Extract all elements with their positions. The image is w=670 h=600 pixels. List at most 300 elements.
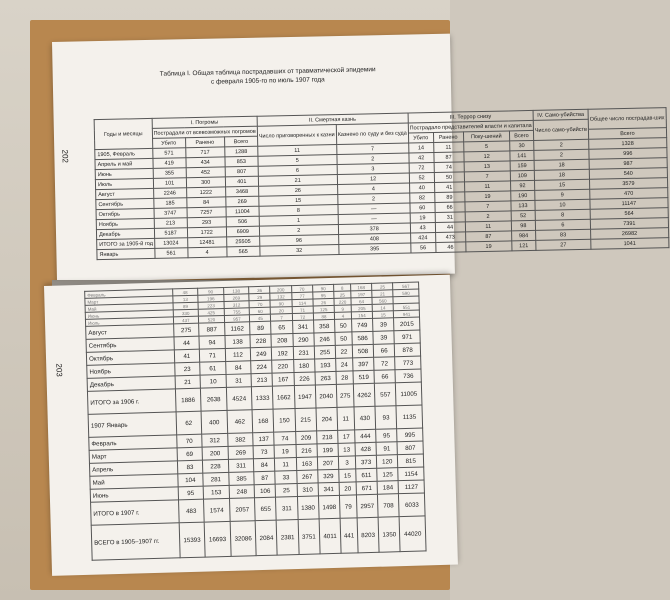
table-cell: 20 xyxy=(339,482,356,495)
table-cell: 6033 xyxy=(399,493,425,517)
table-cell: 11 xyxy=(465,221,512,232)
sub-header: Пострадали от всевозможных погромов xyxy=(152,126,257,138)
table-cell: 755 xyxy=(224,308,250,316)
table-cell: 3 xyxy=(337,163,409,175)
table-cell: 878 xyxy=(395,343,421,357)
table-cell: 267 xyxy=(296,470,318,484)
table-cell: 853 xyxy=(225,156,258,167)
table-cell: 519 xyxy=(353,370,375,384)
table-cell: 13 xyxy=(464,161,511,172)
table-cell: 4262 xyxy=(353,383,375,407)
table-cell: 971 xyxy=(394,330,420,344)
table-cell: 8 xyxy=(334,284,351,291)
table-cell: 655 xyxy=(255,497,277,521)
caption-line: Таблица I. Общая таблица пострадавших от травматической эпидемии xyxy=(159,66,376,78)
table-cell: 7257 xyxy=(187,207,226,218)
table-cell: 8203 xyxy=(357,517,379,553)
table-cell: 29 xyxy=(249,293,270,301)
table-cell: 9 xyxy=(535,189,590,200)
table-cell: 11 xyxy=(464,181,511,192)
summary-table-bottom xyxy=(84,282,426,561)
table-cell: 11 xyxy=(433,142,463,153)
table-cell: 807 xyxy=(225,166,258,177)
table-cell: 25 xyxy=(372,283,393,291)
table-cell: 50 xyxy=(335,332,352,345)
table-cell: 520 xyxy=(199,315,225,323)
table-cell: 984 xyxy=(511,230,535,241)
table-body xyxy=(85,282,426,560)
table-cell: 25 xyxy=(276,484,298,498)
table-cell: 52 xyxy=(511,210,535,221)
table-cell: 1041 xyxy=(591,238,669,250)
table-cell: 141 xyxy=(510,150,534,161)
group-header: II. Смертная казнь xyxy=(257,113,408,126)
table-cell: 341 xyxy=(292,320,314,334)
row-label: ИТОГО за 1906 г. xyxy=(87,389,175,414)
table-cell: 190 xyxy=(511,190,535,201)
table-body xyxy=(95,138,669,260)
table-cell: 773 xyxy=(395,356,421,370)
row-label: ВСЕГО в 1905–1907 гг. xyxy=(91,523,180,560)
table-cell: 15 xyxy=(372,311,393,319)
row-label: Август xyxy=(86,324,174,339)
table-cell: 248 xyxy=(229,485,255,499)
table-cell: 90 xyxy=(198,287,224,295)
table-cell: 506 xyxy=(226,216,259,227)
table-cell: 7391 xyxy=(590,218,668,230)
table-cell: 39 xyxy=(373,331,395,345)
table-cell: 2 xyxy=(534,149,589,160)
table-cell: 341 xyxy=(318,482,340,496)
table-cell: 138 xyxy=(225,335,251,349)
table-cell: 428 xyxy=(355,442,377,456)
table-cell: 91 xyxy=(376,442,398,456)
table-cell: 3468 xyxy=(225,186,258,197)
table-cell: 561 xyxy=(154,248,187,259)
table-cell: 89 xyxy=(434,192,464,203)
table-cell: 13 xyxy=(172,295,198,303)
table-cell: 708 xyxy=(378,494,400,518)
table-cell: 470 xyxy=(590,188,668,200)
table-cell: 180 xyxy=(293,359,315,373)
row-label: 1907 Январь xyxy=(88,412,176,437)
table-cell: 84 xyxy=(254,458,276,472)
table-cell: 109 xyxy=(510,170,534,181)
table-cell: 290 xyxy=(293,333,315,347)
table-cell: 1886 xyxy=(175,388,201,412)
table-cell: 1 xyxy=(259,215,338,227)
table-cell: 125 xyxy=(377,468,399,482)
table-cell: 557 xyxy=(374,383,396,407)
table-cell: 19 xyxy=(410,213,435,224)
table-cell: 66 xyxy=(374,370,396,384)
table-cell: 4524 xyxy=(226,387,252,411)
table-cell: 74 xyxy=(434,162,464,173)
table-cell: 133 xyxy=(511,200,535,211)
summary-table-top xyxy=(94,107,670,260)
col-header: Число приговоренных к казни xyxy=(257,125,336,147)
table-cell: 2057 xyxy=(229,498,255,522)
table-cell: 90 xyxy=(312,284,333,292)
table-cell: 444 xyxy=(355,429,377,443)
row-label: Апрель и май xyxy=(95,158,153,169)
table-cell: 995 xyxy=(397,428,423,442)
table-cell: 20 xyxy=(271,307,292,315)
table-cell: 1135 xyxy=(396,405,422,429)
table-cell: 120 xyxy=(376,455,398,469)
group-header: III. Террор снизу xyxy=(408,110,533,123)
table-cell: 19 xyxy=(465,241,512,252)
table-cell: 3579 xyxy=(589,178,667,190)
table-cell: 10 xyxy=(535,199,590,210)
table-cell: 671 xyxy=(356,481,378,495)
table-cell: 28 xyxy=(336,371,353,384)
table-cell: 73 xyxy=(253,445,275,459)
table-cell: 312 xyxy=(202,433,228,447)
table-cell: 611 xyxy=(356,468,378,482)
col-header: Годы и месяцы xyxy=(94,118,152,149)
table-cell: 5 xyxy=(258,155,337,167)
page-number: 203 xyxy=(54,363,64,377)
table-cell: 385 xyxy=(228,472,254,486)
table-cell: 192 xyxy=(272,347,294,361)
table-cell: 255 xyxy=(314,345,336,359)
table-cell: 44020 xyxy=(399,516,426,552)
table-cell: 200 xyxy=(270,286,291,294)
row-label: Январь xyxy=(97,248,155,259)
table-cell: 200 xyxy=(202,446,228,460)
table-cell: 204 xyxy=(316,407,338,431)
table-cell: 33 xyxy=(275,471,297,485)
table-cell: 31 xyxy=(226,374,252,388)
table-cell: 13 xyxy=(338,443,355,456)
table-cell: 2015 xyxy=(394,317,420,331)
table-cell: 228 xyxy=(250,334,272,348)
table-cell: 24 xyxy=(336,358,353,371)
table-cell: 2040 xyxy=(315,384,337,408)
table-cell: 957 xyxy=(224,315,250,323)
table-cell: 138 xyxy=(223,287,249,295)
table-cell: 311 xyxy=(276,497,298,521)
row-label: 1905, Февраль xyxy=(95,148,153,159)
table-cell: 196 xyxy=(198,294,224,302)
col-header: Поку-шений xyxy=(463,131,510,142)
table-cell: 83 xyxy=(177,460,203,474)
table-cell: 462 xyxy=(227,410,253,434)
table-cell: 378 xyxy=(338,223,410,235)
col-header: Число само-убийств xyxy=(533,119,589,140)
table-cell: 2 xyxy=(337,193,409,205)
table-cell: 104 xyxy=(177,473,203,487)
row-label: Сентябрь xyxy=(86,337,174,352)
table-cell: 72 xyxy=(409,163,434,174)
table-cell: 56 xyxy=(411,243,436,254)
table-cell: 45 xyxy=(250,314,271,322)
table-cell: 27 xyxy=(536,239,591,250)
table-cell: 395 xyxy=(338,243,410,255)
table-cell: 6 xyxy=(258,165,337,177)
table-cell: 2957 xyxy=(356,494,378,518)
table-cell: 60 xyxy=(410,203,435,214)
table-cell: 96 xyxy=(259,235,338,247)
table-cell: 163 xyxy=(296,457,318,471)
table-cell: 213 xyxy=(154,218,187,229)
table-cell: 184 xyxy=(377,481,399,495)
row-label: Ноябрь xyxy=(87,363,175,378)
table-cell: 571 xyxy=(152,148,185,159)
table-cell: 3751 xyxy=(298,519,320,555)
table-cell: 70 xyxy=(291,285,312,293)
table-cell: 213 xyxy=(251,373,273,387)
table-cell: 84 xyxy=(225,361,251,375)
table-cell: 717 xyxy=(185,147,224,158)
table-cell: 79 xyxy=(340,495,357,518)
table-cell: 82 xyxy=(409,193,434,204)
table-cell: 50 xyxy=(335,319,352,332)
row-label: Июнь xyxy=(90,487,178,502)
table-cell: 269 xyxy=(226,196,259,207)
table-cell: 11 xyxy=(337,407,354,430)
table-cell: 7 xyxy=(464,201,511,212)
row-label: Апрель xyxy=(89,461,177,476)
table-cell: 101 xyxy=(153,178,186,189)
table-cell: 87 xyxy=(434,152,464,163)
table-cell: 74 xyxy=(274,432,296,446)
table-cell: 208 xyxy=(271,334,293,348)
table-cell: 121 xyxy=(512,240,536,251)
table-cell: 1722 xyxy=(187,227,226,238)
table-cell: 42 xyxy=(409,153,434,164)
table-cell: 26982 xyxy=(591,228,669,240)
row-label: ИТОГО за 1905-й год xyxy=(97,238,155,249)
table-cell: 1288 xyxy=(225,146,258,157)
table-cell: 137 xyxy=(253,432,275,446)
table-cell: 18 xyxy=(534,169,589,180)
table-cell: 586 xyxy=(352,331,374,345)
table-cell: 154 xyxy=(351,311,372,319)
table-cell: 590 xyxy=(393,289,419,297)
table-cell: 2 xyxy=(465,211,512,222)
table-cell: 23 xyxy=(174,362,200,376)
col-header: Ранено xyxy=(185,137,224,148)
table-cell: 14 xyxy=(372,304,393,312)
table-cell: 31 xyxy=(435,212,465,223)
table-cell: 95 xyxy=(313,291,334,299)
table-cell: 209 xyxy=(295,431,317,445)
table-cell: 275 xyxy=(336,384,353,407)
table-cell: 540 xyxy=(589,168,667,180)
table-cell: 185 xyxy=(153,198,186,209)
table-cell: 807 xyxy=(397,441,423,455)
table-cell: 32 xyxy=(260,245,339,257)
table-cell: 89 xyxy=(173,302,199,310)
table-cell: 567 xyxy=(393,282,419,290)
table-cell: — xyxy=(338,213,410,225)
table-cell: 41 xyxy=(434,182,464,193)
table-cell: 8 xyxy=(259,205,338,217)
table-cell: 11005 xyxy=(396,382,422,406)
table-cell: 231 xyxy=(293,346,315,360)
group-header: I. Погромы xyxy=(152,116,257,128)
table-cell: 14 xyxy=(408,143,433,154)
table-cell: 2381 xyxy=(277,520,299,556)
table-cell: 220 xyxy=(272,360,294,374)
col-header: Всего xyxy=(588,128,666,140)
table-cell: 6 xyxy=(535,219,590,230)
table-cell: 7 xyxy=(271,314,292,322)
table-cell: 249 xyxy=(251,347,273,361)
table-cell: 52 xyxy=(409,173,434,184)
table-cell: 62 xyxy=(176,411,202,435)
table-cell: 193 xyxy=(315,358,337,372)
table-cell: 397 xyxy=(353,357,375,371)
table-cell: 1498 xyxy=(318,495,340,519)
table-cell: 218 xyxy=(317,430,339,444)
table-cell: 419 xyxy=(153,158,186,169)
table-cell: 93 xyxy=(375,406,397,430)
table-cell: 1328 xyxy=(589,138,667,150)
row-label: Октябрь xyxy=(86,350,174,365)
table-cell: 330 xyxy=(173,309,199,317)
row-label: Декабрь xyxy=(96,228,154,239)
sub-header: Пострадало представителей власти и капитала xyxy=(408,120,533,133)
table-cell: 18 xyxy=(534,159,589,170)
table-cell: 355 xyxy=(153,168,186,179)
table-cell: 71 xyxy=(292,306,313,314)
table-cell: 199 xyxy=(317,443,339,457)
row-label: Ноябрь xyxy=(96,218,154,229)
table-cell: 89 xyxy=(250,321,272,335)
table-cell: 25 xyxy=(334,291,351,298)
table-cell: 95 xyxy=(178,486,204,500)
table-cell: 246 xyxy=(314,332,336,346)
table-cell: 551 xyxy=(393,303,419,311)
table-cell: 2 xyxy=(337,153,409,165)
table-cell: 1162 xyxy=(224,322,250,336)
table-cell: 565 xyxy=(227,246,260,257)
table-cell: 19 xyxy=(275,445,297,459)
table-cell: 207 xyxy=(317,456,339,470)
table-cell: 987 xyxy=(589,158,667,170)
top-page xyxy=(52,34,665,282)
table-cell: 223 xyxy=(198,301,224,309)
table-cell: 736 xyxy=(395,369,421,383)
table-cell: 358 xyxy=(313,319,335,333)
table-cell: 224 xyxy=(251,360,273,374)
table-cell: 1333 xyxy=(252,386,274,410)
table-cell: 7 xyxy=(464,171,511,182)
row-label: Сентябрь xyxy=(96,198,154,209)
table-cell: 132 xyxy=(270,293,291,301)
table-cell: 159 xyxy=(510,160,534,171)
table-cell: 1662 xyxy=(273,386,295,410)
table-cell: 4 xyxy=(337,183,409,195)
row-label: Июнь xyxy=(85,310,173,319)
table-cell: 61 xyxy=(200,361,226,375)
row-label: Май xyxy=(85,303,173,312)
table-cell: 46 xyxy=(435,242,465,253)
row-label: ИТОГО в 1907 г. xyxy=(91,500,179,525)
table-cell: 1222 xyxy=(186,187,225,198)
table-cell: 408 xyxy=(338,233,410,245)
table-cell: 401 xyxy=(225,176,258,187)
table-cell: 2 xyxy=(259,225,338,237)
col-header: Всего xyxy=(224,136,257,147)
table-cell: 508 xyxy=(352,344,374,358)
col-header: Казнено по суду и без суда xyxy=(336,123,408,145)
table-cell: 269 xyxy=(224,294,250,302)
row-label: Февраль xyxy=(85,289,173,298)
table-cell: 263 xyxy=(315,371,337,385)
table-cell: 114 xyxy=(292,299,313,307)
table-cell: 483 xyxy=(178,499,204,523)
table-cell: 106 xyxy=(254,484,276,498)
table-cell: 12 xyxy=(463,151,510,162)
table-cell: 43 xyxy=(410,223,435,234)
table-cell: 15 xyxy=(339,469,356,482)
table-cell: 70 xyxy=(249,300,270,308)
table-cell: 66 xyxy=(435,202,465,213)
table-cell: 153 xyxy=(203,485,229,499)
table-cell: 66 xyxy=(373,344,395,358)
row-label: Июль xyxy=(85,317,173,326)
table-cell: 996 xyxy=(589,148,667,160)
table-cell: 452 xyxy=(186,167,225,178)
table-cell: 226 xyxy=(294,372,316,386)
table-cell: 21 xyxy=(258,175,337,187)
table-cell: 310 xyxy=(297,483,319,497)
table-cell: 205 xyxy=(351,304,372,312)
table-cell: 72 xyxy=(292,313,313,321)
table-cell: 311 xyxy=(228,459,254,473)
table-cell: 215 xyxy=(295,408,317,432)
table-cell: 25505 xyxy=(226,236,259,247)
table-cell: 382 xyxy=(227,433,253,447)
table-cell: 560 xyxy=(372,297,393,305)
table-cell: 112 xyxy=(225,348,251,362)
table-cell: 168 xyxy=(252,409,274,433)
table-cell: 2246 xyxy=(153,188,186,199)
row-label: Март xyxy=(85,296,173,305)
table-cell: 275 xyxy=(173,323,199,337)
table-cell: 98 xyxy=(511,220,535,231)
table-cell: 2084 xyxy=(255,520,277,556)
table-cell: 2 xyxy=(534,139,589,150)
table-cell: 48 xyxy=(172,288,198,296)
table-cell: 4011 xyxy=(319,518,341,554)
table-cell: 473 xyxy=(435,232,465,243)
table-cell: 281 xyxy=(203,472,229,486)
table-cell: 87 xyxy=(254,471,276,485)
table-cell: 21 xyxy=(372,290,393,298)
table-cell: 90 xyxy=(270,300,291,308)
bottom-page xyxy=(44,275,458,576)
table-cell: 300 xyxy=(186,177,225,188)
table-cell: 887 xyxy=(199,322,225,336)
row-label: Август xyxy=(96,188,154,199)
table-cell: 60 xyxy=(249,307,270,315)
table-cell: 400 xyxy=(201,410,227,434)
row-label: Октябрь xyxy=(96,208,154,219)
table-cell: 430 xyxy=(354,406,376,430)
table-cell: 749 xyxy=(351,318,373,332)
col-header: Убито xyxy=(152,138,185,149)
table-cell: 312 xyxy=(224,301,250,309)
table-cell: 564 xyxy=(590,208,668,220)
row-label: Май xyxy=(90,474,178,489)
table-cell: — xyxy=(338,203,410,215)
table-cell: 36 xyxy=(249,286,270,294)
